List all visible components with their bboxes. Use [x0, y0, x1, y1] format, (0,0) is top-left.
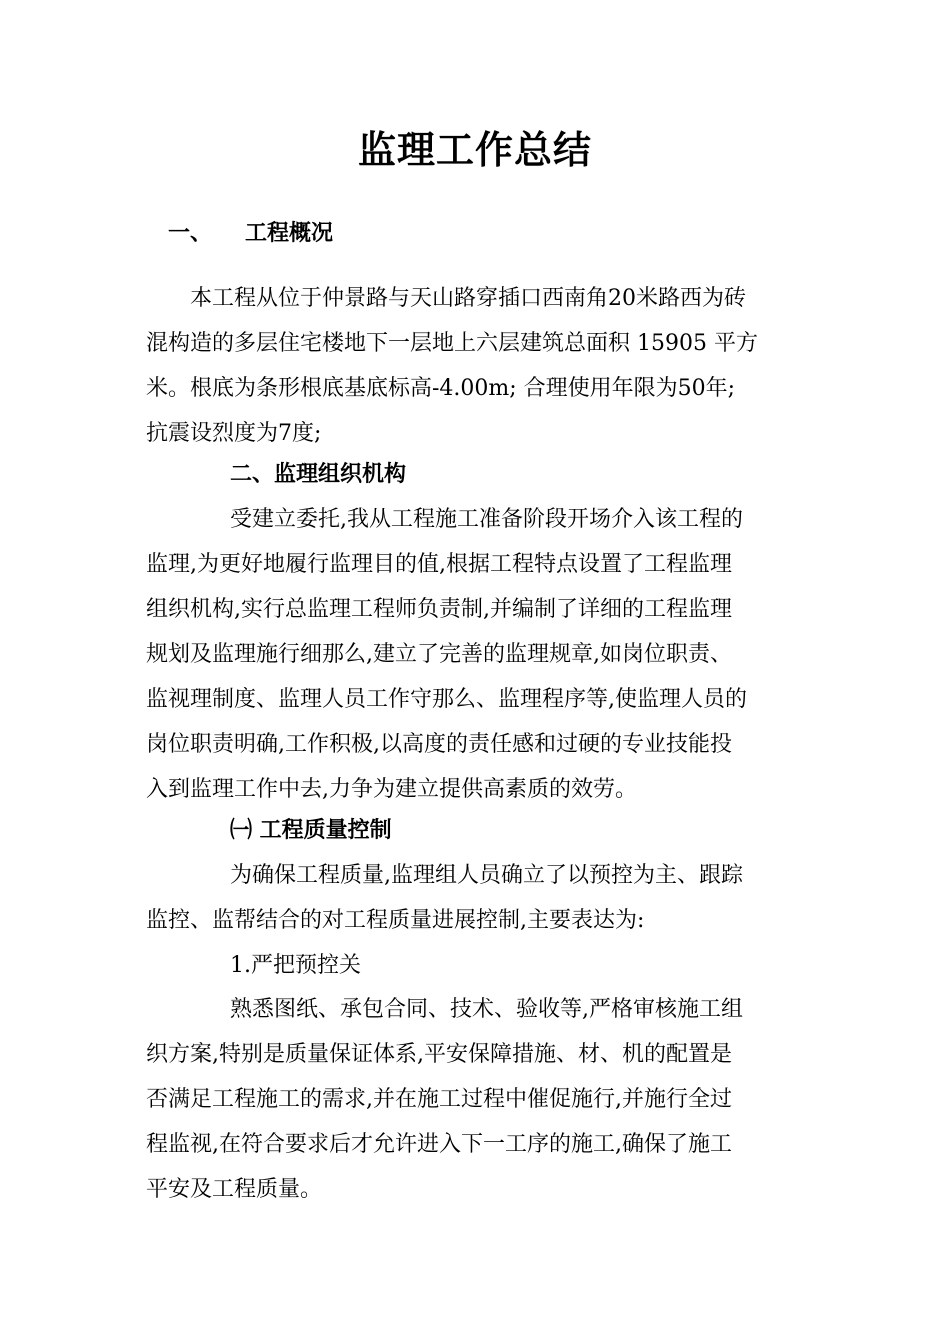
section-heading-text: 工程概况 — [245, 221, 334, 246]
subsection-heading-quality-control: ㈠ 工程质量控制 — [230, 818, 392, 843]
paragraph-line: 熟悉图纸、承包合同、技术、验收等,严格审核施工组 — [230, 997, 743, 1022]
paragraph-line: 组织机构,实行总监理工程师负责制,并编制了详细的工程监理 — [146, 597, 732, 622]
paragraph-line: 岗位职责明确,工作积极,以高度的责任感和过硬的专业技能投 — [146, 732, 732, 757]
paragraph-line: 监控、监帮结合的对工程质量进展控制,主要表达为: — [146, 908, 645, 933]
document-title: 监理工作总结 — [357, 128, 592, 172]
paragraph-line: 织方案,特别是质量保证体系,平安保障措施、材、机的配置是 — [146, 1042, 732, 1067]
organization-paragraph — [146, 497, 806, 812]
paragraph-line: 程监视,在符合要求后才允许进入下一工序的施工,确保了施工 — [146, 1132, 732, 1157]
paragraph-line: 混构造的多层住宅楼地下一层地上六层建筑总面积 15905 平方 — [146, 331, 758, 356]
paragraph-line: 监理,为更好地履行监理目的值,根据工程特点设置了工程监理 — [146, 552, 732, 577]
item-heading-precontrol — [146, 943, 806, 988]
paragraph-line: 否满足工程施工的需求,并在施工过程中催促施行,并施行全过 — [146, 1087, 732, 1112]
item-heading-text: 1.严把预控关 — [230, 953, 361, 978]
precontrol-paragraph — [146, 987, 806, 1212]
paragraph-line: 抗震设烈度为7度; — [146, 421, 322, 446]
paragraph-line: 受建立委托,我从工程施工准备阶段开场介入该工程的 — [230, 507, 743, 532]
paragraph-line: 规划及监理施行细那么,建立了完善的监理规章,如岗位职责、 — [146, 642, 732, 667]
paragraph-line: 平安及工程质量。 — [146, 1177, 323, 1202]
quality-control-paragraph — [146, 853, 806, 943]
paragraph-line: 监视理制度、监理人员工作守那么、监理程序等,使监理人员的 — [146, 687, 747, 712]
paragraph-line: 米。根底为条形根底基底标高-4.00m; 合理使用年限为50年; — [146, 376, 736, 401]
paragraph-line: 为确保工程质量,监理组人员确立了以预控为主、跟踪 — [230, 863, 743, 888]
section-number: 一、 — [168, 221, 213, 246]
paragraph-line: 入到监理工作中去,力争为建立提供高素质的效劳。 — [146, 777, 637, 802]
paragraph-line: 本工程从位于仲景路与天山路穿插口西南角20米路西为砖 — [190, 286, 746, 311]
overview-paragraph — [146, 276, 806, 456]
section-heading-overview — [168, 214, 333, 254]
section-heading-organization: 二、监理组织机构 — [230, 462, 407, 487]
